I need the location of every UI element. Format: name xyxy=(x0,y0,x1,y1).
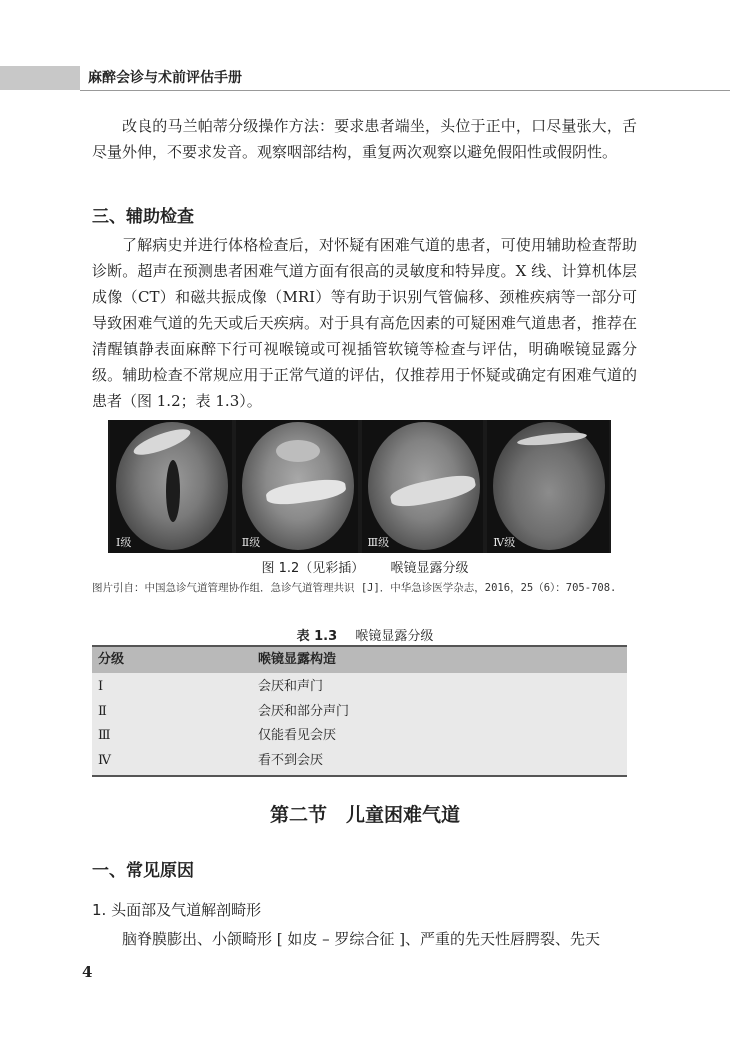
page-number: 4 xyxy=(82,963,93,981)
table-body xyxy=(92,673,627,775)
scope-label-grade-1: Ⅰ级 xyxy=(116,536,132,549)
laryngoscopy-figure xyxy=(108,420,611,553)
figure-caption-text: 喉镜显露分级 xyxy=(390,561,469,576)
scope-panel-grade-3 xyxy=(362,420,484,553)
figure-caption-label: 图 1.2（见彩插） xyxy=(261,561,365,576)
scope-panel-grade-2 xyxy=(236,420,358,553)
table-row xyxy=(92,675,627,700)
partial-glottis xyxy=(276,440,320,462)
table-caption-label: 表 1.3 xyxy=(296,629,338,644)
header-rule xyxy=(80,90,730,91)
figure-caption xyxy=(0,557,730,576)
table-caption-text: 喉镜显露分级 xyxy=(355,629,434,644)
figure-source-citation: 图片引自：中国急诊气道管理协作组．急诊气道管理共识 [J]．中华急诊医学杂志，2016，25（6）：705-708. xyxy=(92,582,617,594)
heading-common-causes: 一、常见原因 xyxy=(92,861,194,881)
table-cell-structure: 看不到会厌 xyxy=(258,752,324,768)
table-row xyxy=(92,749,627,774)
table-cell-structure: 会厌和部分声门 xyxy=(258,703,350,719)
subheading-anatomical-malformation: 1. 头面部及气道解剖畸形 xyxy=(92,901,262,919)
table-row xyxy=(92,724,627,749)
header-bar xyxy=(0,66,80,90)
running-header-title: 麻醉会诊与术前评估手册 xyxy=(88,70,242,86)
laryngoscopy-grade-table xyxy=(92,645,627,777)
glottis-opening xyxy=(166,460,180,522)
paragraph-mallampati-method: 改良的马兰帕蒂分级操作方法：要求患者端坐，头位于正中，口尽量张大，舌尽量外伸，不要求发音。观察咽部结构，重复两次观察以避免假阳性或假阴性。 xyxy=(92,117,637,161)
table-cell-grade: Ⅱ xyxy=(98,703,107,719)
table-cell-grade: Ⅲ xyxy=(98,728,111,743)
table-header-row xyxy=(92,647,627,673)
scope-label-grade-4: Ⅳ级 xyxy=(493,536,516,549)
chapter-heading: 第二节 儿童困难气道 xyxy=(269,804,460,826)
scope-label-grade-3: Ⅲ级 xyxy=(367,536,390,549)
scope-panel-grade-4 xyxy=(487,420,609,553)
heading-auxiliary-exam: 三、辅助检查 xyxy=(92,207,194,227)
table-cell-structure: 仅能看见会厌 xyxy=(258,728,337,743)
scope-panel-grade-1 xyxy=(110,420,232,553)
table-row xyxy=(92,700,627,725)
scope-label-grade-2: Ⅱ级 xyxy=(241,536,261,549)
table-header-structure: 喉镜显露构造 xyxy=(258,652,337,667)
table-caption xyxy=(0,625,730,644)
table-cell-grade: Ⅰ xyxy=(98,679,104,694)
table-header-grade: 分级 xyxy=(98,652,125,667)
paragraph-auxiliary-exam: 了解病史并进行体格检查后，对怀疑有困难气道的患者，可使用辅助检查帮助诊断。超声在预测患者困难气道方面有很高的灵敏度和特异度。X 线、计算机体层成像（CT）和磁共振成像（MRI）等有助于识别气管偏移、颈椎疾病等一部分可导致困难气道的先天或后天疾病。对于具有高危因素的可疑困难气道患者，推荐在清醒镇静表面麻醉下行可视喉镜或可视插管软镜等检查与评估，明确喉镜显露分级。辅助检查不常规应用于正常气道的评估，仅推荐用于怀疑或确定有困难气道的患者（图 1.2；表 1.3）。 xyxy=(92,236,637,410)
table-cell-structure: 会厌和声门 xyxy=(258,679,324,694)
table-cell-grade: Ⅳ xyxy=(98,752,111,768)
paragraph-malformation-examples: 脑脊膜膨出、小颌畸形 [ 如皮 – 罗综合征 ]、严重的先天性唇腭裂、先天 xyxy=(122,930,601,948)
